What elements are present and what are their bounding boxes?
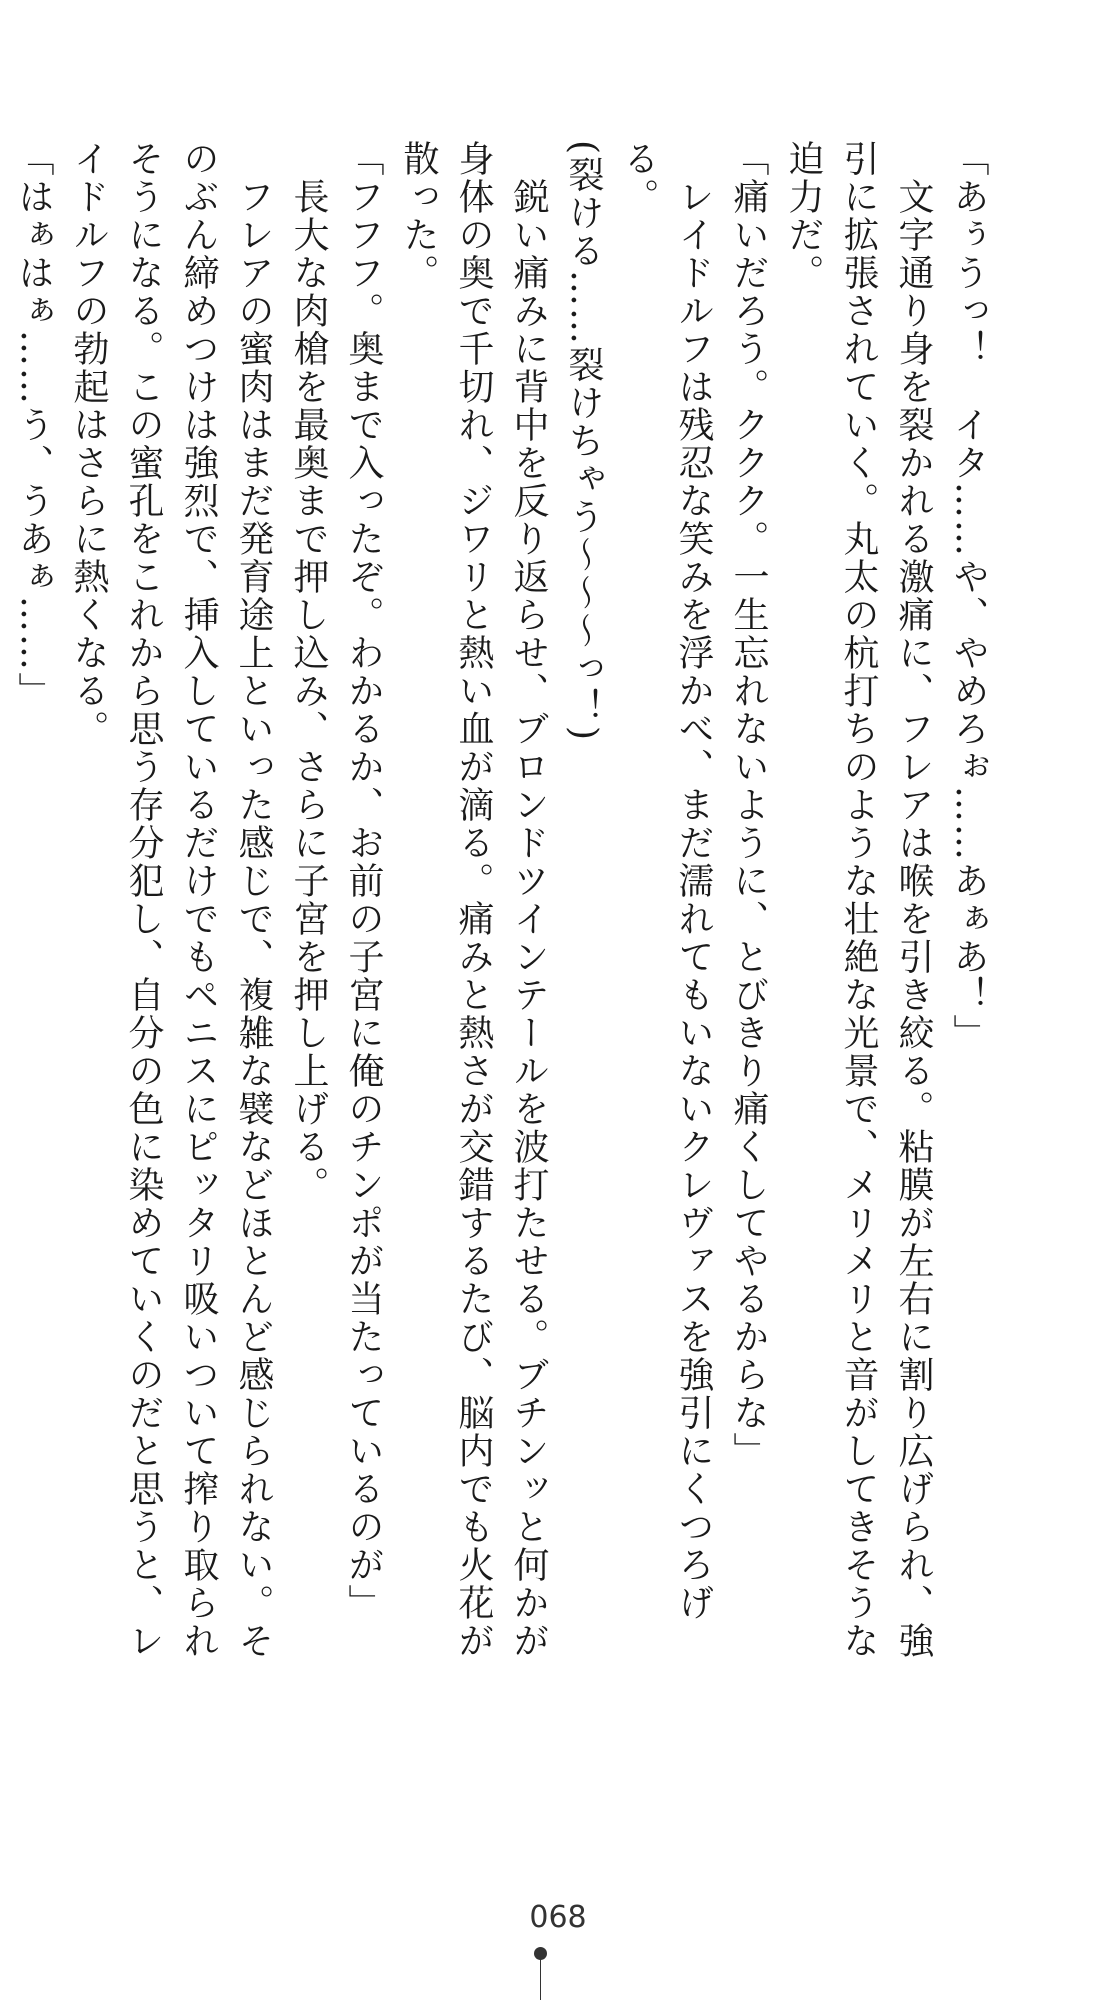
paragraph: フレアの蜜肉はまだ発育途上といった感じで、複雑な襞などほとんど感じられない。そのぶん締めつけは強烈で、挿入しているだけでもペニスにピッタリ吸いついて搾り取られそうになる。この蜜孔をこれから思う存分犯し、自分の色に染めていくのだと思うと、レイドルフの勃起はさらに熱くなる。: [68, 140, 274, 1660]
paragraph: 長大な肉槍を最奥まで押し込み、さらに子宮を押し上げる。: [288, 140, 329, 1204]
paragraph: (裂ける……裂けちゃう～～～っ！): [563, 140, 604, 743]
body-text: [13, 140, 996, 1660]
paragraph: 「フフフ。奥まで入ったぞ。わかるか、お前の子宮に俺のチンポが当たっているのが」: [343, 140, 384, 1622]
paragraph: 「あぅうっ！ イタ……や、やめろぉ……あぁあ！」: [948, 140, 989, 1052]
paragraph: 文字通り身を裂かれる激痛に、フレアは喉を引き絞る。粘膜が左右に割り広げられ、強引に拡張されていく。丸太の杭打ちのような壮絶な光景で、メリメリと音がしてきそうな迫力だ。: [783, 140, 934, 1660]
paragraph: 鋭い痛みに背中を反り返らせ、ブロンドツインテールを波打たせる。ブチンッと何かが身体の奥で千切れ、ジワリと熱い血が滴る。痛みと熱さが交錯するたび、脳内でも火花が散った。: [398, 140, 549, 1660]
paragraph: 「はぁはぁ……う、うあぁ……」: [13, 140, 54, 710]
folio-line: [540, 1958, 541, 2000]
paragraph: レイドルフは残忍な笑みを浮かべ、まだ濡れてもいないクレヴァスを強引にくつろげる。: [618, 140, 714, 1622]
page-number: 068: [529, 1900, 587, 1935]
paragraph: 「痛いだろう。ククク。一生忘れないように、とびきり痛くしてやるからな」: [728, 140, 769, 1470]
